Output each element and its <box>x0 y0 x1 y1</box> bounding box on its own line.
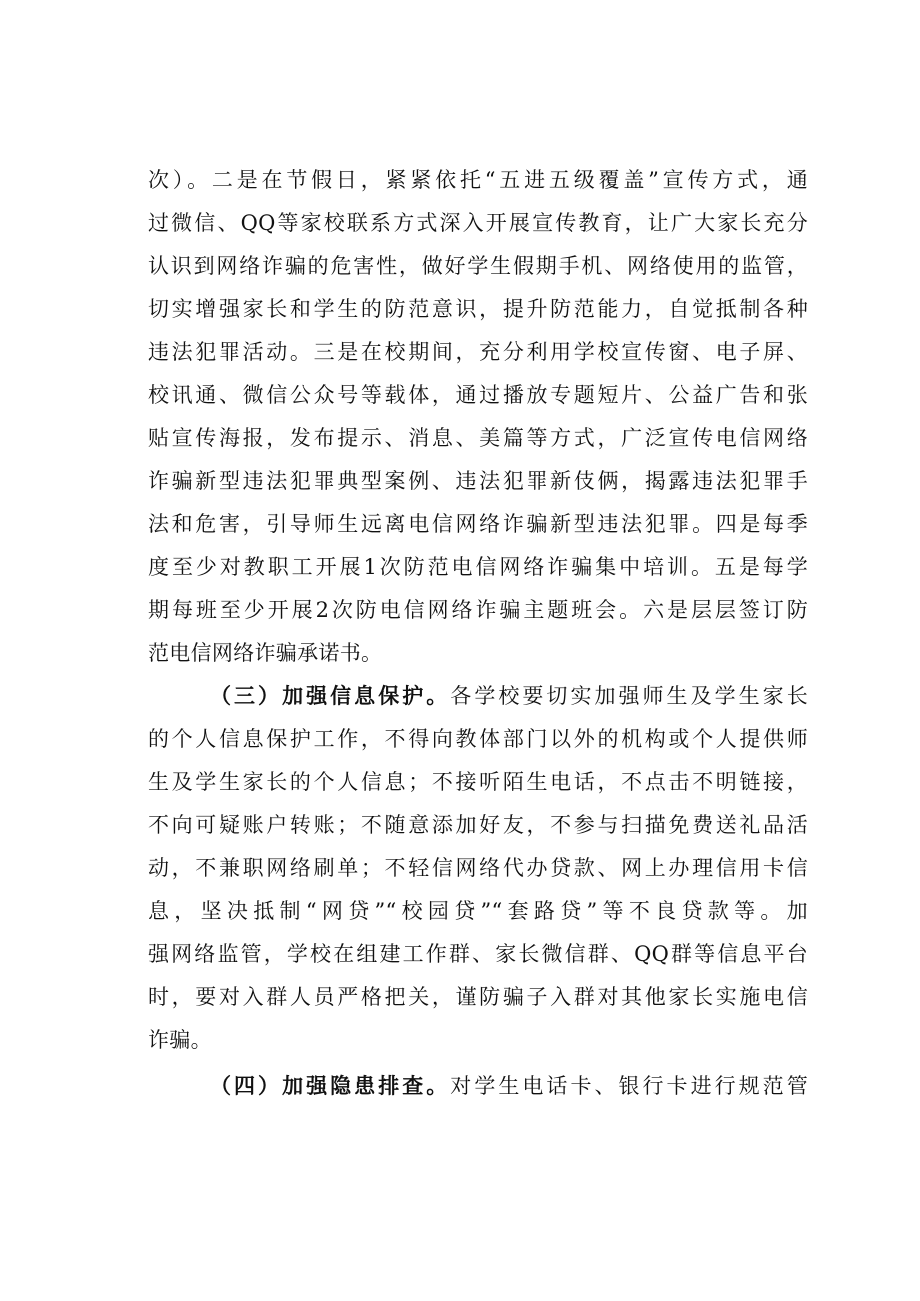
paragraph-line: 贴宣传海报，发布提示、消息、美篇等方式，广泛宣传电信网络 <box>148 426 808 450</box>
section-4-first-line <box>210 1066 808 1106</box>
section-4-first-line-text: 对学生电话卡、银行卡进行规范管 <box>450 1074 809 1098</box>
paragraph-line: 强网络监管，学校在组建工作群、家长微信群、QQ群等信息平台 <box>148 942 808 966</box>
paragraph-line: 生及学生家长的个人信息；不接听陌生电话，不点击不明链接， <box>148 770 808 794</box>
section-4-heading: （四）加强隐患排查。 <box>210 1074 451 1098</box>
section-3-first-line <box>210 676 808 716</box>
paragraph-line: 诈骗。 <box>148 1028 212 1052</box>
paragraph-line: 时，要对入群人员严格把关，谨防骗子入群对其他家长实施电信 <box>148 985 808 1009</box>
paragraph-line: 诈骗新型违法犯罪典型案例、违法犯罪新伎俩，揭露违法犯罪手 <box>148 469 808 493</box>
paragraph-line: 违法犯罪活动。三是在校期间，充分利用学校宣传窗、电子屏、 <box>148 340 808 364</box>
paragraph-line: 认识到网络诈骗的危害性，做好学生假期手机、网络使用的监管， <box>148 254 808 278</box>
paragraph-line: 不向可疑账户转账；不随意添加好友，不参与扫描免费送礼品活 <box>148 813 808 837</box>
paragraph-line: 法和危害，引导师生远离电信网络诈骗新型违法犯罪。四是每季 <box>148 512 808 536</box>
paragraph-line: 次）。二是在节假日，紧紧依托“五进五级覆盖”宣传方式，通 <box>148 168 808 192</box>
paragraph-line: 息，坚决抵制“网贷”“校园贷”“套路贷”等不良贷款等。加 <box>148 899 808 923</box>
paragraph-line: 的个人信息保护工作，不得向教体部门以外的机构或个人提供师 <box>148 727 808 751</box>
paragraph-line: 度至少对教职工开展1次防范电信网络诈骗集中培训。五是每学 <box>148 555 808 579</box>
paragraph-line: 范电信网络诈骗承诺书。 <box>148 641 383 665</box>
paragraph-line: 动，不兼职网络刷单；不轻信网络代办贷款、网上办理信用卡信 <box>148 856 808 880</box>
paragraph-line: 过微信、QQ等家校联系方式深入开展宣传教育，让广大家长充分 <box>148 211 808 235</box>
paragraph-line: 切实增强家长和学生的防范意识，提升防范能力，自觉抵制各种 <box>148 297 808 321</box>
paragraph-line: 校讯通、微信公众号等载体，通过播放专题短片、公益广告和张 <box>148 383 808 407</box>
section-3-first-line-text: 各学校要切实加强师生及学生家长 <box>450 684 809 708</box>
paragraph-line: 期每班至少开展2次防电信网络诈骗主题班会。六是层层签订防 <box>148 598 808 622</box>
section-3-heading: （三）加强信息保护。 <box>210 684 451 708</box>
